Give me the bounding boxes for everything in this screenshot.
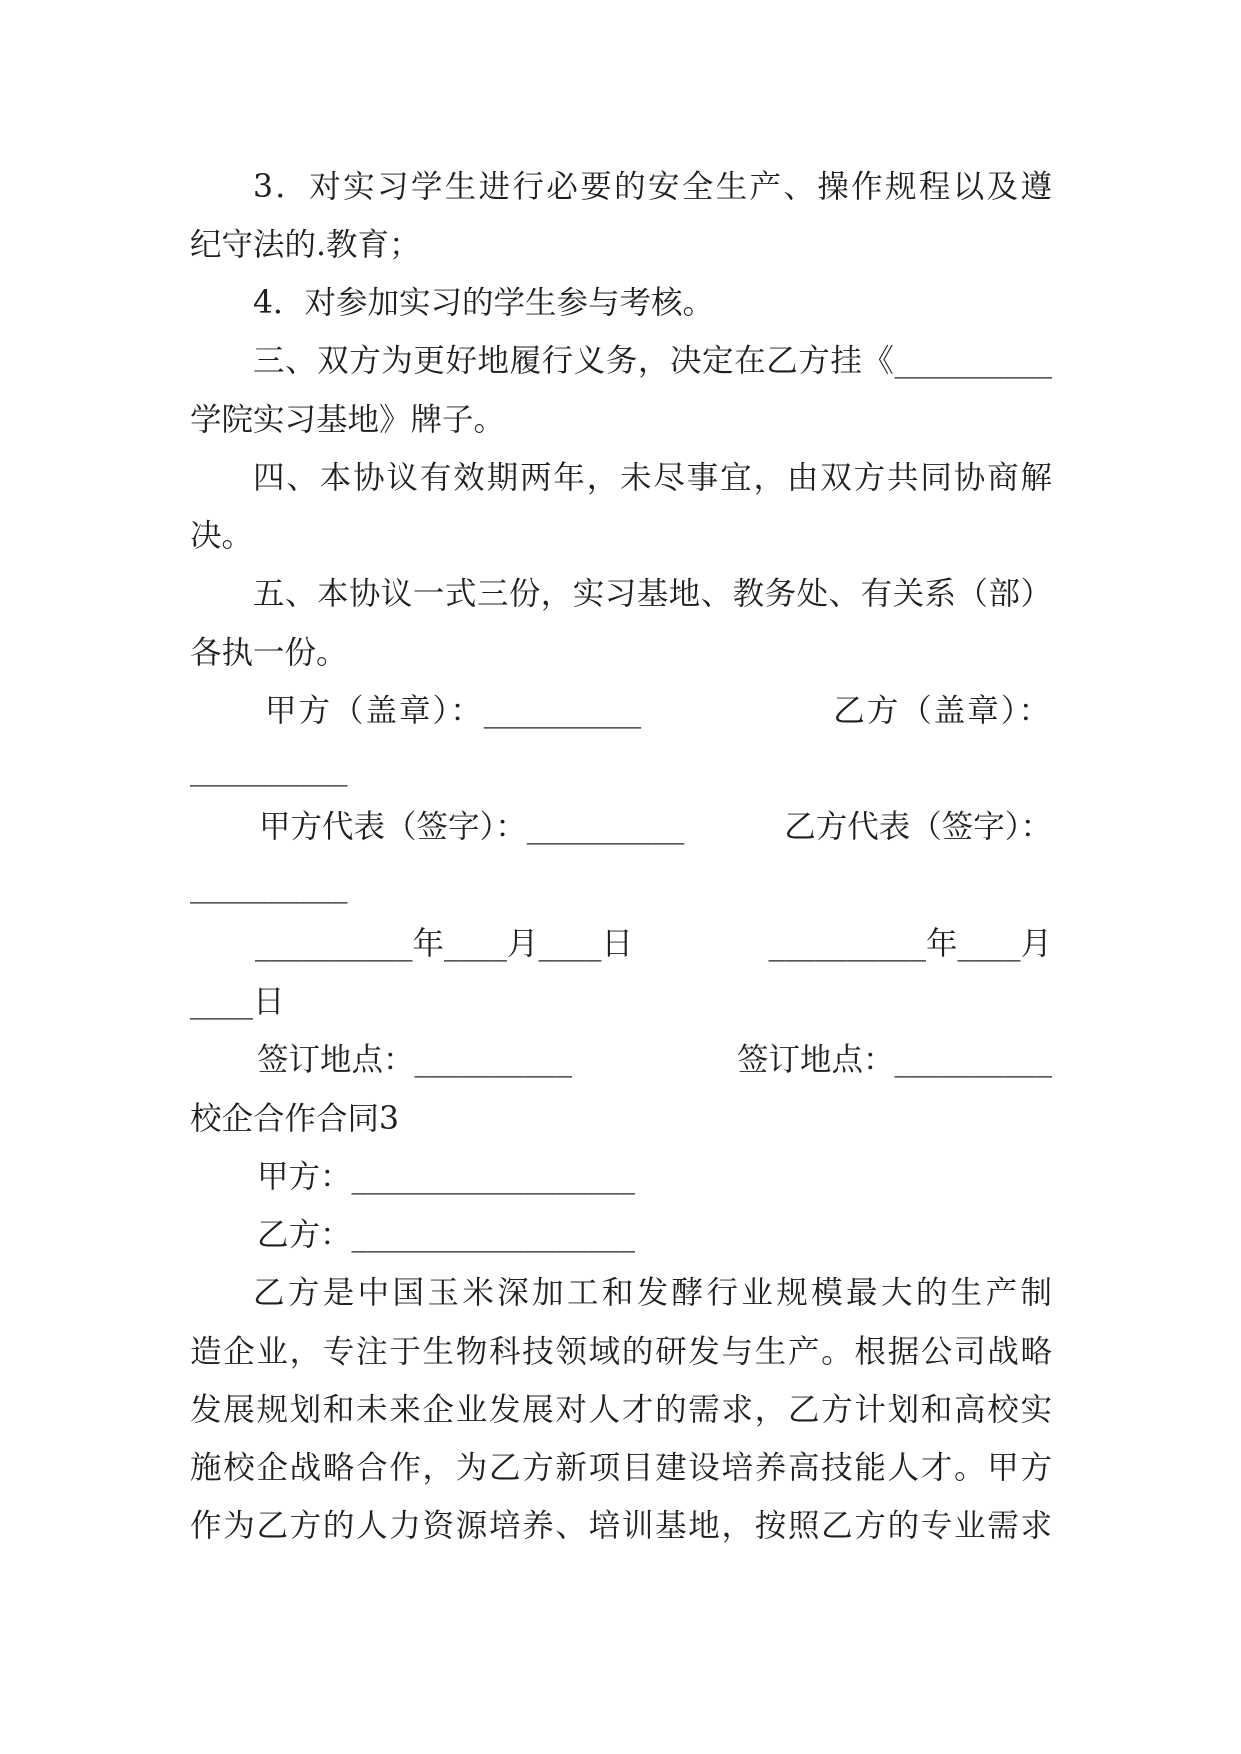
party-b-date-continued: ____日	[190, 984, 285, 1020]
clause-3-line-1: 三、双方为更好地履行义务，决定在乙方挂《__________	[253, 343, 1052, 379]
party-a-date: __________年____月____日	[255, 926, 634, 962]
contract-3-party-b-field	[257, 1206, 635, 1264]
contract-3-title: 校企合作合同3	[190, 1101, 400, 1137]
duty-3-line-2: 纪守法的.教育；	[190, 227, 421, 263]
contract-3-intro-line-1: 乙方是中国玉米深加工和发酵行业规模最大的生产制	[253, 1275, 1052, 1311]
place-row	[190, 1031, 1052, 1089]
contract-3-intro-line-3: 发展规划和未来企业发展对人才的需求，乙方计划和高校实	[190, 1392, 1052, 1428]
contract-3-party-b-blank: __________________	[351, 1217, 636, 1253]
contract-3-party-a-field	[257, 1148, 635, 1206]
seal-row	[190, 682, 1052, 740]
clause-3-line-2: 学院实习基地》牌子。	[190, 402, 506, 438]
clause-4-line-2: 决。	[190, 518, 254, 554]
party-a-representative	[259, 798, 684, 856]
party-b-seal-label: 乙方（盖章）：	[833, 693, 1052, 729]
party-a-place-blank: __________	[414, 1042, 573, 1078]
party-a-place-label: 签订地点：	[257, 1042, 415, 1078]
party-b-seal-blank: __________	[190, 751, 348, 787]
clause-5-line-2: 各执一份。	[190, 635, 348, 671]
party-b-seal	[833, 682, 1052, 740]
clause-4-line-1: 四、本协议有效期两年，未尽事宜，由双方共同协商解	[253, 460, 1052, 496]
party-b-representative	[784, 798, 1052, 856]
party-b-place	[737, 1031, 1052, 1089]
duty-3-line-1: 3．对实习学生进行必要的安全生产、操作规程以及遵	[253, 169, 1052, 205]
party-b-representative-label: 乙方代表（签字）：	[784, 809, 1052, 845]
party-a-place	[257, 1031, 572, 1089]
contract-3-party-a-label: 甲方：	[257, 1159, 352, 1195]
party-a-representative-label: 甲方代表（签字）：	[259, 809, 527, 845]
party-a-seal	[265, 682, 641, 740]
date-row	[190, 915, 1052, 973]
contract-3-party-b-label: 乙方：	[257, 1217, 352, 1253]
representative-row	[190, 798, 1052, 856]
party-b-representative-blank: __________	[190, 868, 348, 904]
party-b-date: __________年____月	[768, 926, 1052, 962]
contract-3-intro-line-5: 作为乙方的人力资源培养、培训基地，按照乙方的专业需求	[190, 1508, 1052, 1544]
party-a-seal-label: 甲方（盖章）：	[265, 693, 484, 729]
clause-5-line-1: 五、本协议一式三份，实习基地、教务处、有关系（部）	[253, 576, 1052, 612]
contract-3-party-a-blank: __________________	[351, 1159, 636, 1195]
contract-3-intro-line-4: 施校企战略合作，为乙方新项目建设培养高技能人才。甲方	[190, 1450, 1052, 1486]
party-b-place-blank: __________	[894, 1042, 1052, 1078]
contract-3-party-b	[190, 1206, 1052, 1264]
contract-3-intro-line-2: 造企业，专注于生物科技领域的研发与生产。根据公司战略	[190, 1334, 1052, 1370]
contract-3-party-a	[190, 1148, 1052, 1206]
party-b-place-label: 签订地点：	[736, 1042, 895, 1078]
party-a-seal-blank: __________	[483, 693, 642, 729]
duty-4-line-1: 4．对参加实习的学生参与考核。	[253, 285, 715, 321]
party-a-representative-blank: __________	[526, 809, 685, 845]
